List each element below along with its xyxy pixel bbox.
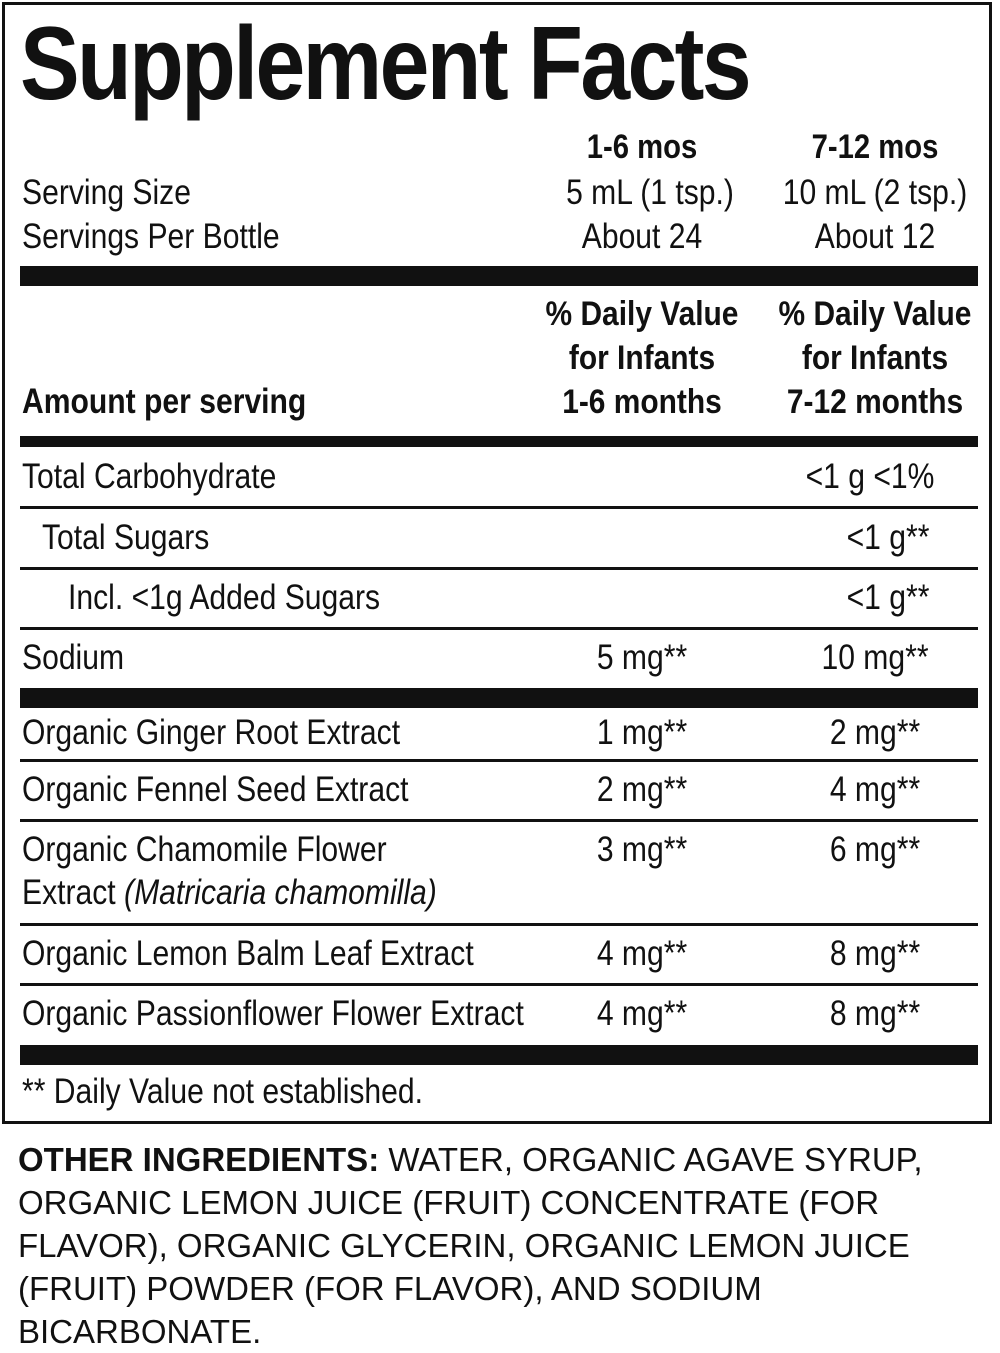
row-divider xyxy=(20,759,978,762)
row-divider xyxy=(20,983,978,986)
ingredient-col1-value: 3 mg** xyxy=(596,830,688,869)
amount-per-serving-label: Amount per serving xyxy=(22,382,307,421)
serving-size-label: Serving Size xyxy=(22,173,191,212)
thick-divider-3 xyxy=(20,688,978,708)
ingredient-name-line2-text: Extract xyxy=(22,873,116,912)
nutrient-col2-value: <1 g** xyxy=(846,578,930,617)
panel-title: Supplement Facts xyxy=(20,6,750,122)
footnote: ** Daily Value not established. xyxy=(22,1072,424,1111)
col1-dv-line3: 1-6 months xyxy=(562,383,722,421)
nutrient-col2-value: <1 g** xyxy=(846,518,930,557)
ingredient-name-line2 xyxy=(22,873,437,913)
nutrient-name: Total Sugars xyxy=(42,518,210,557)
col2-age-header: 7-12 mos xyxy=(811,128,939,166)
col1-servings-per-bottle: About 24 xyxy=(581,217,703,256)
ingredient-col1-value: 2 mg** xyxy=(596,770,688,809)
ingredient-col1-value: 4 mg** xyxy=(596,994,688,1033)
nutrient-name: Sodium xyxy=(22,638,125,677)
row-divider xyxy=(20,819,978,822)
ingredient-name: Organic Chamomile Flower xyxy=(22,830,387,869)
ingredient-col1-value: 1 mg** xyxy=(596,713,688,752)
ingredient-name: Organic Ginger Root Extract xyxy=(22,713,401,752)
ingredient-col2-value: 8 mg** xyxy=(829,934,921,973)
thick-divider-1 xyxy=(20,266,978,286)
ingredient-latin-name: (Matricaria chamomilla) xyxy=(124,873,437,912)
ingredient-name: Organic Lemon Balm Leaf Extract xyxy=(22,934,474,973)
thick-divider-2 xyxy=(20,436,978,447)
col1-dv-line2: for Infants xyxy=(568,339,716,377)
nutrient-name: Incl. <1g Added Sugars xyxy=(68,578,381,617)
other-ingredients-label: OTHER INGREDIENTS: xyxy=(18,1141,380,1178)
col1-age-header: 1-6 mos xyxy=(586,128,698,166)
col2-dv-line3: 7-12 months xyxy=(786,383,964,421)
nutrient-col2-value: 10 mg** xyxy=(821,638,929,677)
nutrient-col2-value: <1 g <1% xyxy=(805,457,935,496)
nutrient-name: Total Carbohydrate xyxy=(22,457,277,496)
ingredient-name: Organic Fennel Seed Extract xyxy=(22,770,409,809)
servings-per-bottle-label: Servings Per Bottle xyxy=(22,217,280,256)
ingredient-name: Organic Passionflower Flower Extract xyxy=(22,994,524,1033)
ingredient-col2-value: 4 mg** xyxy=(829,770,921,809)
col2-dv-line2: for Infants xyxy=(801,339,949,377)
col1-serving-size: 5 mL (1 tsp.) xyxy=(566,173,734,212)
thick-divider-4 xyxy=(20,1045,978,1065)
row-divider xyxy=(20,567,978,570)
nutrient-col1-value: 5 mg** xyxy=(596,638,688,677)
ingredient-col2-value: 2 mg** xyxy=(829,713,921,752)
other-ingredients xyxy=(18,1138,983,1353)
other-ingredients-text: WATER, ORGANIC AGAVE SYRUP, ORGANIC LEMON JUICE (FRUIT) CONCENTRATE (FOR FLAVOR), ORGANIC GLYCERIN, ORGANIC LEMON JUICE (FRUIT) POWDER (FOR FLAVOR), AND SODIUM BICARBONATE. xyxy=(18,1141,923,1350)
row-divider xyxy=(20,923,978,926)
ingredient-col1-value: 4 mg** xyxy=(596,934,688,973)
ingredient-col2-value: 8 mg** xyxy=(829,994,921,1033)
col1-dv-line1: % Daily Value xyxy=(545,295,739,333)
col2-dv-line1: % Daily Value xyxy=(778,295,972,333)
col2-serving-size: 10 mL (2 tsp.) xyxy=(782,173,968,212)
col2-servings-per-bottle: About 12 xyxy=(814,217,936,256)
row-divider xyxy=(20,506,978,509)
ingredient-col2-value: 6 mg** xyxy=(829,830,921,869)
row-divider xyxy=(20,627,978,630)
